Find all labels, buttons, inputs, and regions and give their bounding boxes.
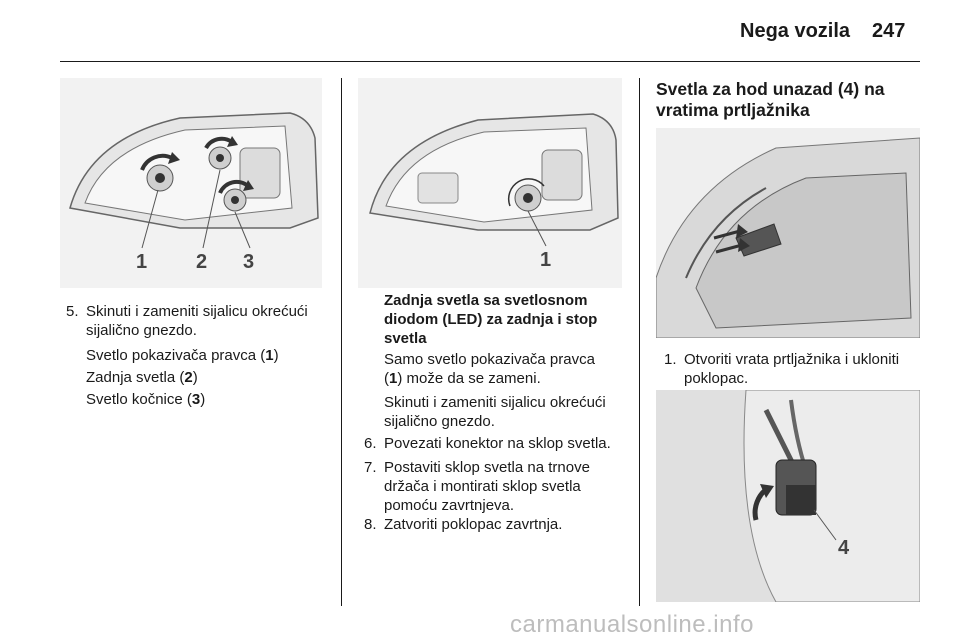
figure-label: 2 (196, 251, 208, 273)
legend-number: 3 (191, 391, 201, 408)
led-taillight-illustration (358, 78, 622, 288)
tailgate-figure (656, 128, 920, 338)
legend-text: ) (192, 369, 198, 386)
taillight-illustration (60, 78, 322, 288)
step-text: Postaviti sklop svetla na trnove držača i montirati sklop svetla pomoću zavrtnjeva. (384, 459, 590, 514)
step-number: 5. (66, 303, 79, 320)
watermark: carmanualsonline.info (510, 611, 754, 638)
bulb-number: 1 (389, 370, 398, 387)
column-divider-1 (341, 78, 342, 606)
figure-label: 1 (540, 249, 552, 271)
legend-text: Svetlo pokazivača pravca ( (86, 347, 266, 364)
page-section-title: Nega vozila (740, 20, 851, 42)
step-7 (364, 458, 616, 515)
legend-number: 1 (265, 347, 274, 364)
legend-text: Svetlo kočnice ( (86, 391, 192, 408)
header-rule (60, 61, 920, 62)
step-number: 1. (664, 351, 677, 368)
step-1 (664, 350, 920, 388)
bulb-legend-1 (86, 346, 279, 365)
page-number: 247 (872, 20, 906, 42)
step-text: Povezati konektor na sklop svetla. (384, 435, 611, 452)
step-5 (66, 302, 330, 340)
reverse-bulb-illustration (656, 390, 920, 602)
step-number: 8. (364, 516, 377, 533)
paragraph-text: Samo svetlo pokazivača pravca ( (384, 351, 595, 387)
reverse-bulb-figure (656, 390, 920, 602)
legend-number: 2 (184, 369, 193, 386)
figure-label: 4 (838, 537, 850, 559)
legend-text: ) (200, 391, 206, 408)
led-taillight-figure (358, 78, 622, 288)
step-text: Skinuti i zameniti sijalicu okrećući sijalično gnezdo. (86, 303, 308, 339)
reverse-lights-heading: Svetla za hod unazad (4) na vratima prtljažnika (656, 79, 885, 120)
step-number: 6. (364, 435, 377, 452)
led-paragraph-1 (384, 350, 616, 388)
column-divider-2 (639, 78, 640, 606)
led-section-subheading: Zadnja svetla sa svetlosnom diodom (LED) za zadnja i stop svetla (384, 292, 598, 347)
step-number: 7. (364, 459, 377, 476)
figure-label: 1 (136, 251, 148, 273)
figure-label: 3 (243, 251, 255, 273)
tailgate-illustration (656, 128, 920, 338)
step-8 (364, 515, 616, 534)
bulb-legend-2 (86, 368, 198, 387)
step-text: Zatvoriti poklopac zavrtnja. (384, 516, 563, 533)
led-paragraph-2: Skinuti i zameniti sijalicu okrećući sijalično gnezdo. (384, 394, 606, 430)
taillight-bulbs-figure (60, 78, 322, 288)
step-6 (364, 434, 634, 453)
paragraph-text: ) može da se zameni. (397, 370, 541, 387)
bulb-legend-3 (86, 390, 205, 409)
legend-text: Zadnja svetla ( (86, 369, 185, 386)
step-text: Otvoriti vrata prtljažnika i ukloniti poklopac. (684, 351, 900, 387)
legend-text: ) (273, 347, 279, 364)
